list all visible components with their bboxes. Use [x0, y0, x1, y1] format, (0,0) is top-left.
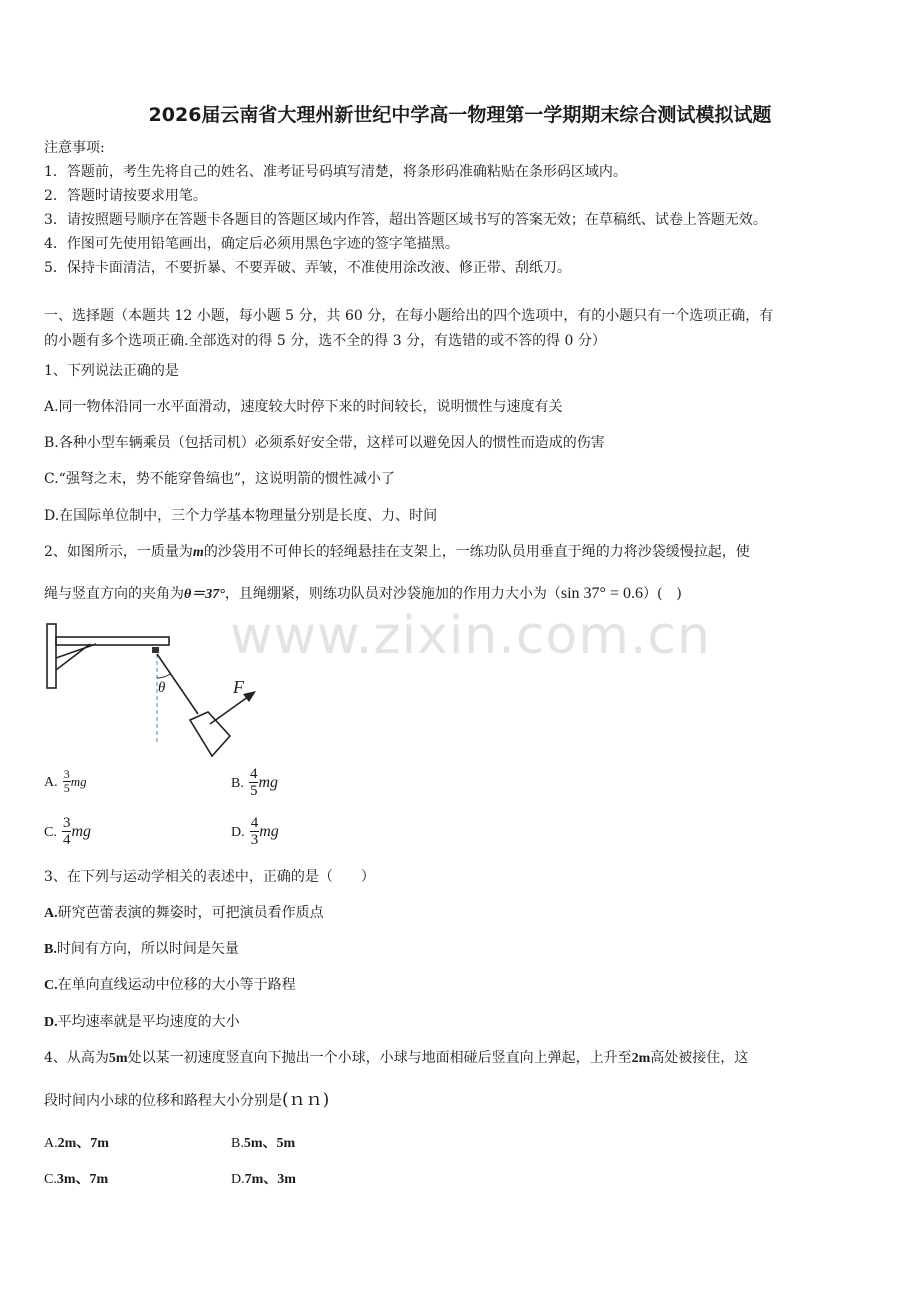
sandbag-figure	[40, 620, 280, 760]
denominator: 5	[249, 783, 258, 799]
option-letter: B.	[44, 942, 57, 957]
denominator: 3	[250, 832, 259, 848]
option-text: 时间有方向，所以时间是矢量	[56, 941, 239, 957]
q4-height-2: 2m	[631, 1051, 651, 1066]
force-label: F	[233, 677, 244, 697]
notice-item: 1．答题前，考生先将自己的姓名、准考证号码填写清楚，将条形码准确粘贴在条形码区域内。	[44, 164, 627, 180]
q2-text: 2、如图所示，一质量为	[44, 544, 193, 560]
numerator: 4	[250, 815, 259, 831]
q4-text: 高处被接住，这	[650, 1050, 749, 1066]
q1-option-c: C.“强弩之末，势不能穿鲁缟也”，这说明箭的惯性减小了	[44, 471, 395, 487]
q3-option-b	[44, 939, 239, 960]
q3-option-d	[44, 1012, 240, 1033]
option-value: 7m、3m	[244, 1172, 296, 1187]
option-letter: B.	[231, 1136, 244, 1151]
q1-option-d: D.在国际单位制中，三个力学基本物理量分别是长度、力、时间	[44, 508, 438, 524]
q2-sin-expr: sin 37° = 0.6	[560, 585, 643, 602]
option-letter: A.	[44, 906, 58, 921]
theta-label: θ	[158, 680, 166, 696]
option-letter: C.	[44, 978, 58, 993]
wall-post	[47, 624, 56, 688]
q4-text: 处以某一初速度竖直向下抛出一个小球，小球与地面相碰后竖直向上弹起，上升至	[127, 1050, 632, 1066]
watermark: www.zixin.com.cn	[230, 606, 711, 666]
numerator: 3	[62, 815, 71, 831]
question-4-line1	[44, 1048, 748, 1069]
q2-option-a	[44, 768, 87, 795]
option-value: 5m、5m	[243, 1136, 296, 1151]
hook	[152, 647, 159, 653]
option-suffix: mg	[259, 823, 279, 840]
force-arrow	[210, 694, 252, 724]
numerator: 3	[63, 767, 70, 781]
section-heading: 一、选择题（本题共 12 小题，每小题 5 分，共 60 分，在每小题给出的四个选项中，有的小题只有一个选项正确，有	[44, 308, 774, 324]
notice-item: 2．答题时请按要求用笔。	[44, 188, 207, 204]
q2-text: ，且绳绷紧，则练功队员对沙袋施加的作用力大小为（	[224, 586, 561, 602]
notice-heading: 注意事项:	[44, 140, 105, 156]
question-1-stem: 1、下列说法正确的是	[44, 363, 179, 379]
option-letter: B.	[231, 776, 244, 791]
option-letter: D.	[231, 825, 245, 840]
brace	[56, 644, 96, 658]
page-title: 2026届云南省大理州新世纪中学高一物理第一学期期末综合测试模拟试题	[148, 104, 772, 126]
q2-option-b	[231, 766, 278, 799]
option-text: 在单向直线运动中位移的大小等于路程	[57, 977, 296, 993]
notice-item: 3．请按照题号顺序在答题卡各题目的答题区域内作答，超出答题区域书写的答案无效；在草稿纸、试卷上答题无效。	[44, 212, 767, 228]
option-letter: A.	[44, 775, 58, 790]
notice-item: 5．保持卡面清洁，不要折暴、不要弄破、弄皱，不准使用涂改液、修正带、刮纸刀。	[44, 260, 571, 276]
q4-option-a	[44, 1133, 109, 1154]
answer-blank: (ｎｎ)	[282, 1090, 330, 1110]
fraction	[62, 815, 72, 848]
q1-option-b: B.各种小型车辆乘员（包括司机）必须系好安全带，这样可以避免因人的惯性而造成的伤害	[44, 435, 605, 451]
q3-option-a	[44, 903, 324, 924]
question-3-stem: 3、在下列与运动学相关的表述中，正确的是（ ）	[44, 869, 375, 885]
denominator: 5	[63, 781, 70, 795]
q2-text: 绳与竖直方向的夹角为	[44, 586, 184, 602]
option-suffix: mg	[70, 774, 87, 789]
q4-height-1: 5m	[108, 1051, 128, 1066]
angle-arc	[157, 674, 170, 678]
option-value: 3m、7m	[56, 1172, 109, 1187]
q2-angle-expr: θ＝37°	[184, 587, 225, 602]
notice-item: 4．作图可先使用铅笔画出，确定后必须用黑色字迹的签字笔描黑。	[44, 236, 459, 252]
option-letter: D.	[44, 1015, 58, 1030]
option-value: 2m、7m	[57, 1136, 109, 1151]
arrowhead	[243, 691, 256, 702]
option-suffix: mg	[71, 823, 91, 840]
q2-mass-symbol: m	[192, 545, 204, 560]
question-4-line2	[44, 1090, 329, 1111]
option-letter: A.	[44, 1136, 58, 1151]
q2-option-c	[44, 815, 91, 848]
question-2-line2	[44, 584, 682, 605]
q2-text: 的沙袋用不可伸长的轻绳悬挂在支架上，一练功队员用垂直于绳的力将沙袋缓慢拉起，使	[203, 544, 750, 560]
q4-option-d	[231, 1169, 296, 1190]
q4-text: 4、从高为	[44, 1050, 109, 1066]
q4-text: 段时间内小球的位移和路程大小分别是	[44, 1093, 282, 1109]
q1-option-a: A.同一物体沿同一水平面滑动，速度较大时停下来的时间较长，说明惯性与速度有关	[44, 399, 563, 415]
q4-option-c	[44, 1169, 108, 1190]
denominator: 4	[62, 832, 71, 848]
question-2-line1	[44, 542, 750, 563]
fraction	[250, 815, 260, 848]
option-text: 研究芭蕾表演的舞姿时，可把演员看作质点	[57, 905, 324, 921]
support-arm	[56, 637, 169, 645]
fraction	[63, 768, 71, 795]
q4-option-b	[231, 1133, 295, 1154]
option-letter: C.	[44, 1172, 57, 1187]
q2-text: ）( )	[642, 586, 682, 602]
q2-option-d	[231, 815, 279, 848]
option-suffix: mg	[258, 774, 278, 791]
option-letter: D.	[231, 1172, 245, 1187]
fraction	[249, 766, 259, 799]
option-letter: C.	[44, 825, 57, 840]
numerator: 4	[249, 766, 258, 782]
q3-option-c	[44, 975, 296, 996]
option-text: 平均速率就是平均速度的大小	[57, 1014, 240, 1030]
section-heading-cont: 的小题有多个选项正确.全部选对的得 5 分，选不全的得 3 分，有选错的或不答的得 0 分）	[44, 333, 606, 349]
sandbag	[190, 712, 230, 756]
